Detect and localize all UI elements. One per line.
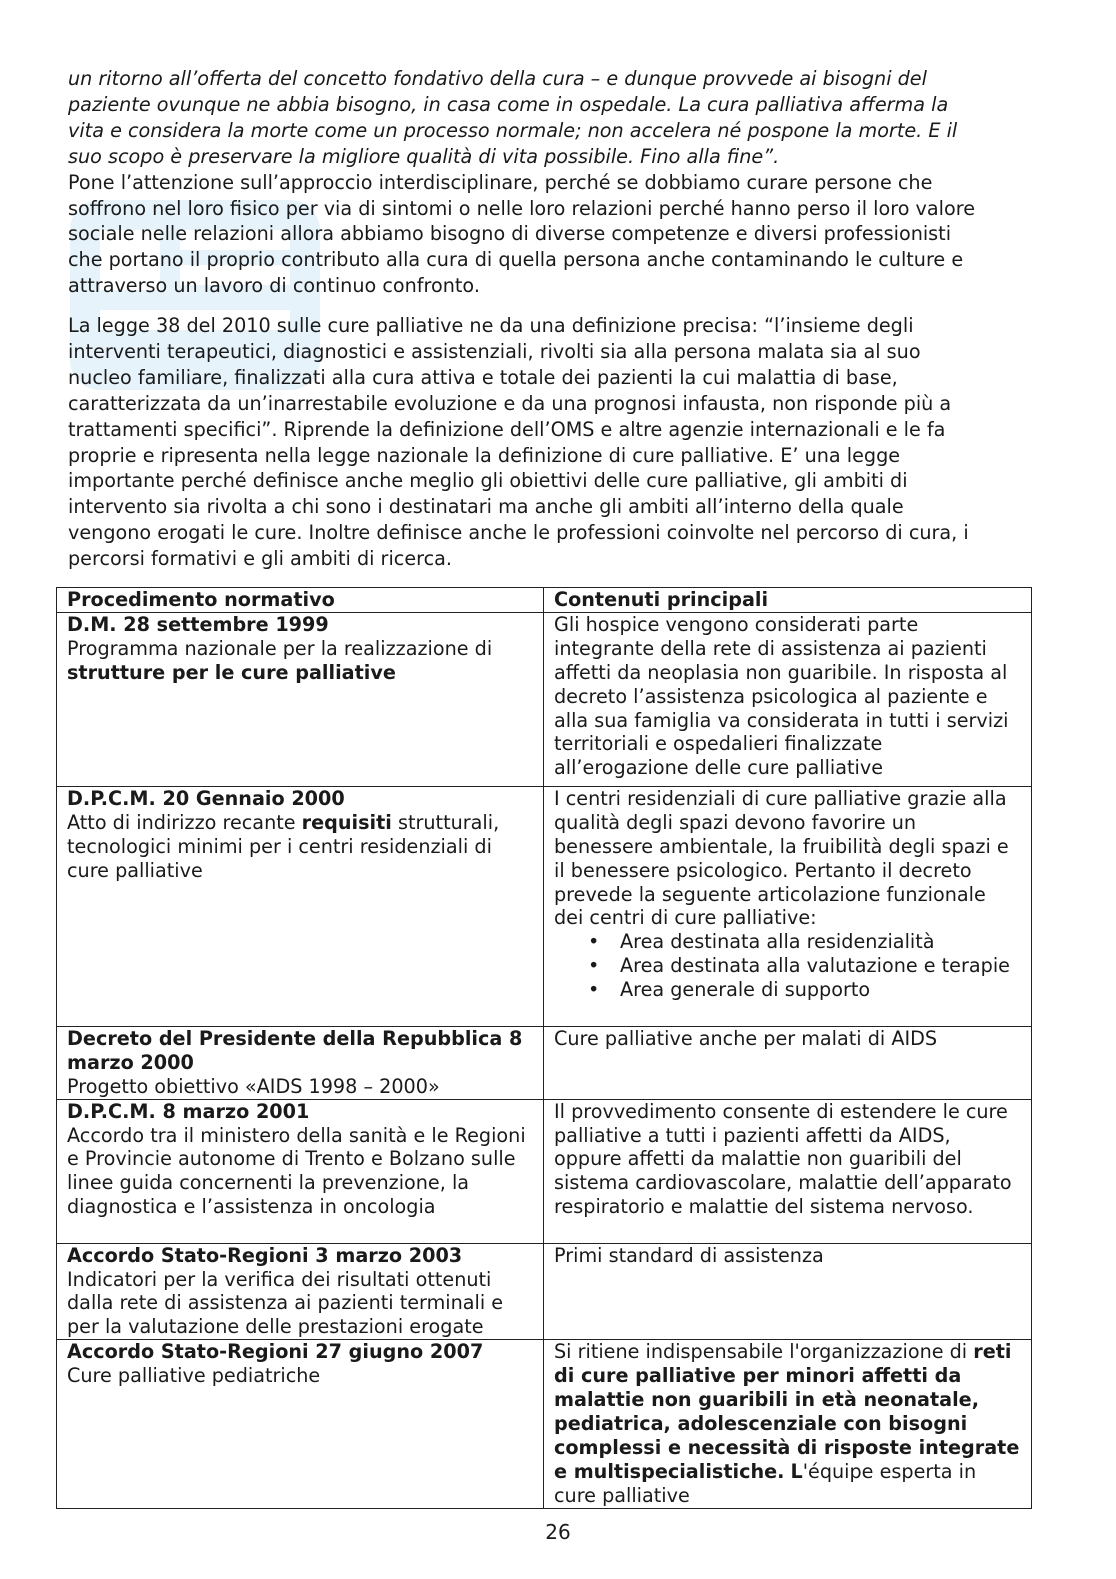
table-row [57,1099,1032,1243]
body-line: La legge 38 del 2010 sulle cure palliative ne da una definizione precisa: “l’insieme degli [68,314,914,337]
header-procedure: Procedimento normativo [57,588,544,613]
table-row [57,612,1032,786]
body-line: vengono erogati le cure. Inoltre definisce anche le professioni coinvolte nel percorso di cura, i [68,521,969,545]
procedure-title: D.P.C.M. 20 Gennaio 2000 [67,786,345,810]
quote-line: vita e considera la morte come un processo normale; non accelera né pospone la morte. E il [68,118,958,142]
procedure-title: D.P.C.M. 8 marzo 2001 [67,1099,310,1123]
body-line: che portano il proprio contributo alla cura di quella persona anche contaminando le culture e [68,248,964,272]
procedure-desc: Accordo tra il ministero della sanità e le Regioni e Provincie autonome di Trento e Bolzano sulle linee guida concernenti la prevenzione, la diagnostica e l’assistenza in oncologia [67,1123,526,1219]
procedure-title: Decreto del Presidente della Repubblica 8 marzo 2000 [67,1026,523,1074]
procedure-desc: Programma nazionale per la realizzazione di [67,636,493,660]
body-line: nucleo familiare, finalizzati alla cura attiva e totale dei pazienti la cui malattia di base, [68,365,898,389]
list-item: • Area generale di supporto [620,978,1021,1002]
body-line: interventi terapeutici, diagnostici e assistenziali, rivolti sia alla persona malata sia al suo [68,339,921,363]
table-row [57,1026,1032,1099]
quote-line: un ritorno all’offerta del concetto fondativo della cura – e dunque provvede ai bisogni del [68,67,927,90]
procedure-cell [57,1340,544,1508]
body-line: percorsi formativi e gli ambiti di ricerca. [68,547,453,571]
body-line: attraverso un lavoro di continuo confronto. [68,274,480,298]
procedure-title: D.M. 28 settembre 1999 [67,612,329,636]
content-text: 'équipe esperta in cure palliative [554,1459,977,1507]
procedure-cell [57,1243,544,1340]
body-line: proprie e ripresenta nella legge nazionale la definizione di cure palliative. E’ una legge [68,443,901,467]
table-row [57,786,1032,1026]
list-item: • Area destinata alla residenzialità [620,930,1021,954]
procedure-desc: Progetto obiettivo «AIDS 1998 – 2000» [67,1074,440,1098]
bullet-list [554,930,1021,1002]
body-line: soffrono nel loro fisico per via di sintomi o nelle loro relazioni perché hanno perso il loro valore [68,196,976,220]
procedure-desc: Atto di indirizzo recante [67,810,296,834]
list-item: • Area destinata alla valutazione e terapie [620,954,1021,978]
content-cell [544,786,1032,1026]
header-contents: Contenuti principali [544,588,1032,613]
procedure-cell [57,612,544,786]
body-line: trattamenti specifici”. Riprende la definizione dell’OMS e altre agenzie internazionali e le fa [68,417,946,441]
content-cell: Cure palliative anche per malati di AIDS [544,1026,1032,1099]
content-cell: Gli hospice vengono considerati parte integrante della rete di assistenza ai pazienti affetti da neoplasia non guaribile. In risposta al decreto l’assistenza psicologica al paziente e alla sua famiglia va considerata in tutti i servizi territoriali e ospedalieri finalizzate all’erogazione delle cure palliative [544,612,1032,786]
content-text: I centri residenziali di cure palliative grazie alla qualità degli spazi devono favorire un benessere ambientale, la fruibilità degli spazi e il benessere psicologico. Pertanto il decreto prevede la seguente articolazione funzionale dei centri di cure palliative: [554,786,1009,930]
content-cell [544,1340,1032,1508]
quote-line: paziente ovunque ne abbia bisogno, in casa come in ospedale. La cura palliativa afferma la [68,92,949,116]
body-line: Pone l’attenzione sull’approccio interdisciplinare, perché se dobbiamo curare persone che [68,170,933,194]
body-line: sociale nelle relazioni allora abbiamo bisogno di diverse competenze e diversi professionisti [68,222,952,246]
content-text-bold: L [790,1459,803,1483]
body-line: intervento sia rivolta a chi sono i destinatari ma anche gli ambiti all’interno della quale [68,495,904,519]
content-cell: Il provvedimento consente di estendere le cure palliative a tutti i pazienti affetti da AIDS, oppure affetti da malattie non guaribili del sistema cardiovascolare, malattie dell’apparato respiratorio e malattie del sistema nervoso. [544,1099,1032,1243]
procedure-desc: strutturali, tecnologici minimi per i centri residenziali di cure palliative [67,810,500,882]
body-line: importante perché definisce anche meglio gli obiettivi delle cure palliative, gli ambiti di [68,469,908,493]
table-header-row [57,588,1032,613]
content-text-bold: reti di cure palliative per minori affetti da malattie non guaribili in età neonatale, pediatrica, adolescenziale con bisogni complessi e necessità di risposte integrate e multispecialistiche. [554,1340,1020,1483]
procedure-desc: Cure palliative pediatriche [67,1364,321,1388]
procedure-title: Accordo Stato-Regioni 3 marzo 2003 [67,1243,463,1267]
table-row [57,1340,1032,1508]
body-line: caratterizzata da un’inarrestabile evoluzione e da una prognosi infausta, non risponde più a [68,391,952,415]
procedure-cell [57,786,544,1026]
procedure-cell [57,1099,544,1243]
content-cell: Primi standard di assistenza [544,1243,1032,1340]
quote-line: suo scopo è preservare la migliore qualità di vita possibile. Fino alla fine”. [68,144,780,168]
content-text: Si ritiene indispensabile l'organizzazione di [554,1340,968,1364]
table-row [57,1243,1032,1340]
procedure-cell [57,1026,544,1099]
procedure-desc: Indicatori per la verifica dei risultati ottenuti dalla rete di assistenza ai pazienti terminali e per la valutazione delle prestazioni erogate [67,1267,504,1339]
procedure-desc-bold: requisiti [301,810,392,834]
regulations-table [56,587,1032,1509]
intro-paragraph [68,66,1043,299]
law-paragraph [68,313,1043,572]
procedure-title: Accordo Stato-Regioni 27 giugno 2007 [67,1340,484,1364]
procedure-desc-bold: strutture per le cure palliative [67,660,396,684]
page-number: 26 [545,1520,571,1544]
